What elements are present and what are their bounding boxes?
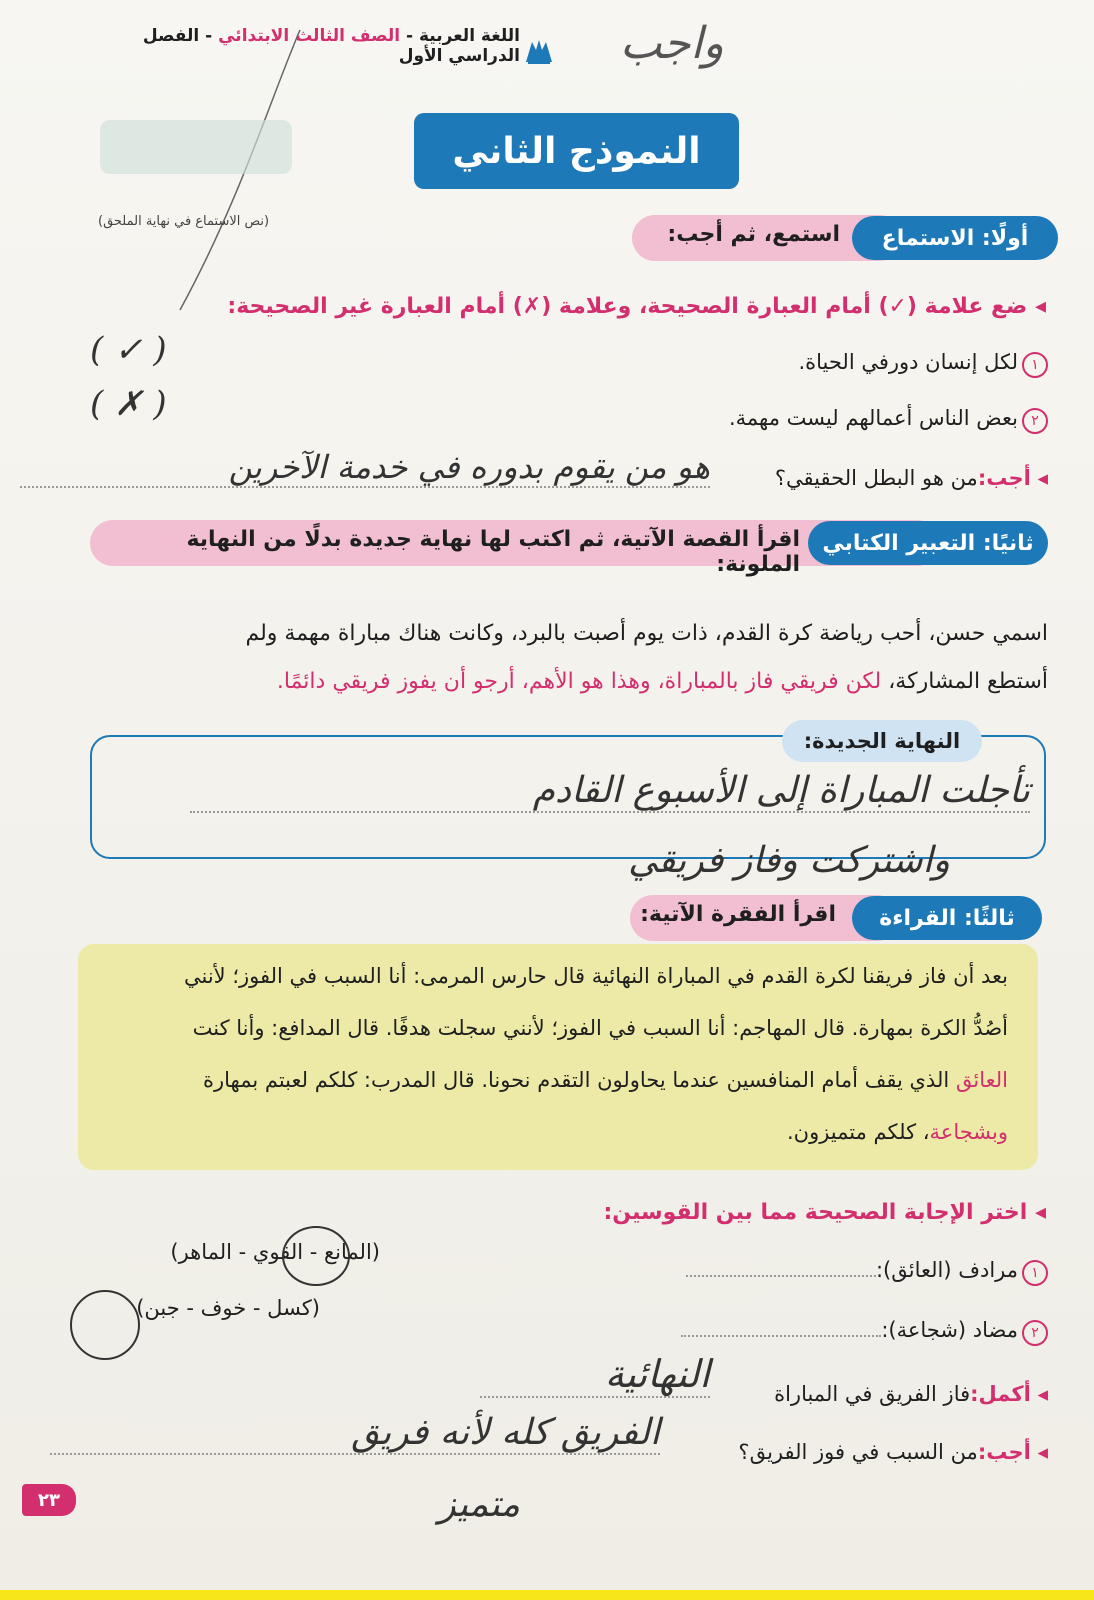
section1-tab: أولًا: الاستماع bbox=[852, 216, 1058, 260]
answer-hero: هو من يقوم بدوره في خدمة الآخرين bbox=[20, 448, 710, 488]
section3-tab: ثالثًا: القراءة bbox=[852, 896, 1042, 940]
statement-2: ٢بعض الناس أعمالهم ليست مهمة. bbox=[600, 406, 1048, 434]
choose-task: ◂ اختر الإجابة الصحيحة مما بين القوسين: bbox=[603, 1200, 1046, 1225]
mark-1: ( ✓ ) bbox=[90, 330, 167, 370]
question-hero: ◂ أجب:من هو البطل الحقيقي؟ bbox=[774, 466, 1048, 490]
final-answer-line-1: الفريق كله لأنه فريق bbox=[50, 1412, 660, 1455]
page-number-badge: ٢٣ bbox=[22, 1484, 76, 1516]
colored-ending: لكن فريقي فاز بالمباراة، وهذا هو الأهم، أرجو أن يفوز فريقي دائمًا. bbox=[276, 669, 882, 694]
choice-2-options: (كسل - خوف - جبن) bbox=[136, 1296, 320, 1320]
paragraph-line-4: وبشجاعة، كلكم متميزون. bbox=[786, 1120, 1008, 1144]
section2-tab: ثانيًا: التعبير الكتابي bbox=[808, 521, 1048, 565]
faded-background-tab bbox=[100, 120, 292, 174]
mark-2: ( ✗ ) bbox=[90, 384, 167, 424]
bottom-edge-strip bbox=[0, 1590, 1094, 1600]
section2-instruction: اقرأ القصة الآتية، ثم اكتب لها نهاية جديدة بدلًا من النهاية الملونة: bbox=[186, 527, 800, 577]
paragraph-line-1: بعد أن فاز فريقنا لكرة القدم في المباراة النهائية قال حارس المرمى: أنا السبب في الفوز؛ لأنني bbox=[183, 964, 1008, 988]
story-text bbox=[90, 610, 1048, 706]
statement-1: ١لكل إنسان دورفي الحياة. bbox=[600, 350, 1048, 378]
final-answer-line-2: متميز bbox=[438, 1484, 520, 1525]
header-grade: الصف الثالث الابتدائي bbox=[218, 26, 401, 46]
choice-1: ١مرادف (العائق): bbox=[640, 1258, 1048, 1286]
section1-instruction: استمع، ثم أجب: bbox=[667, 222, 840, 247]
listening-note: (نص الاستماع في نهاية الملحق) bbox=[98, 214, 270, 229]
paragraph-line-3: العائق الذي يقف أمام المنافسين عندما يحاولون التقدم نحونا. قال المدرب: كلكم لعبتم بمهارة bbox=[202, 1068, 1008, 1092]
header-subject: اللغة العربية - bbox=[400, 26, 520, 46]
final-question: ◂ أجب:من السبب في فوز الفريق؟ bbox=[738, 1440, 1048, 1464]
paragraph-line-2: أصُدُّ الكرة بمهارة. قال المهاجم: أنا السبب في الفوز؛ لأنني سجلت هدفًا. قال المدافع: وأنا كنت bbox=[192, 1016, 1008, 1040]
circled-answer-1 bbox=[282, 1226, 350, 1286]
section1-task: ◂ ضع علامة (✓) أمام العبارة الصحيحة، وعلامة (✗) أمام العبارة غير الصحيحة: bbox=[227, 294, 1046, 319]
page-title: النموذج الثاني bbox=[414, 113, 739, 189]
reading-paragraph bbox=[78, 944, 1038, 1170]
complete-question: ◂ أكمل:فاز الفريق في المباراة bbox=[774, 1382, 1048, 1406]
handwritten-homework-label: واجب bbox=[620, 18, 724, 69]
story-line-1: اسمي حسن، أحب رياضة كرة القدم، ذات يوم أصبت بالبرد، وكانت هناك مباراة مهمة ولم bbox=[245, 621, 1048, 646]
choice-1-options: (المانع - القوي - الماهر) bbox=[170, 1240, 380, 1264]
publisher-logo-icon bbox=[522, 36, 556, 66]
circled-answer-2 bbox=[70, 1290, 140, 1360]
choice-2: ٢مضاد (شجاعة): bbox=[620, 1318, 1048, 1346]
new-ending-label: النهاية الجديدة: bbox=[782, 720, 982, 762]
new-ending-answer-1: تأجلت المباراة إلى الأسبوع القادم bbox=[190, 770, 1030, 813]
section3-instruction: اقرأ الفقرة الآتية: bbox=[640, 902, 836, 927]
story-line-2: أستطع المشاركة، لكن فريقي فاز بالمباراة، وهذا هو الأهم، أرجو أن يفوز فريقي دائمًا. bbox=[276, 669, 1048, 694]
new-ending-answer-2: واشتركت وفاز فريقي bbox=[628, 840, 950, 881]
complete-answer: النهائية bbox=[480, 1352, 710, 1398]
header-term: - الفصل الدراسي الأول bbox=[142, 26, 520, 66]
